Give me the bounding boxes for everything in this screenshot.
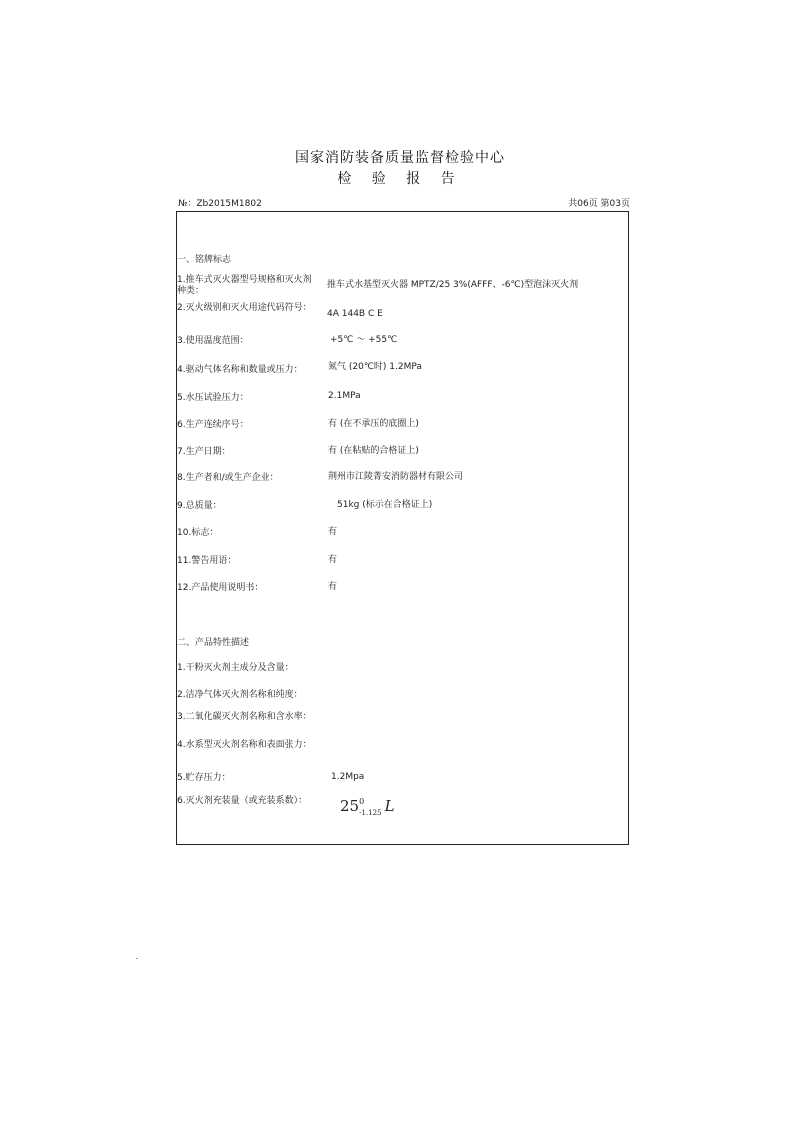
report-number: №：Zb2015M1802 (178, 199, 262, 209)
row-label: 10.标志： (177, 528, 219, 538)
report-title: 检 验 报 告 (337, 171, 463, 187)
row-label: 1.干粉灭火剂主成分及含量： (177, 663, 294, 673)
fill-amount-lower-tolerance: -1.125 (359, 809, 382, 817)
row-label: 5.贮存压力： (177, 773, 231, 783)
row-label: 2.灭火级别和灭火用途代码符号： (177, 303, 312, 313)
row-label: 5.水压试验压力： (177, 393, 249, 403)
row-label: 4.水系型灭火剂名称和表面张力： (177, 740, 312, 750)
fill-amount-base: 25 (340, 797, 360, 815)
row-label: 3.使用温度范围： (177, 336, 249, 346)
section-nameplate-title: 一、铭牌标志 (177, 255, 232, 265)
org-title: 国家消防装备质量监督检验中心 (295, 150, 505, 166)
page-info: 共06页 第03页 (568, 199, 630, 209)
fill-amount-upper-tolerance: 0 (359, 797, 365, 806)
row-value: 有 (328, 555, 338, 565)
row-label: 8.生产者和/或生产企业： (177, 473, 279, 483)
fill-amount-unit: L (384, 797, 395, 815)
row-value: 推车式水基型灭火器 MPTZ/25 3%(AFFF、-6℃)型泡沫灭火剂 (327, 280, 579, 290)
row-label: 12.产品使用说明书： (177, 583, 264, 593)
row-value: 有 (在不承压的底圈上) (328, 419, 419, 429)
row-label: 11.警告用语： (177, 556, 237, 566)
row-value: 荆州市江陵菁安消防器材有限公司 (328, 472, 464, 482)
row-label: 9.总质量： (177, 501, 222, 511)
row-label: 2.洁净气体灭火剂名称和纯度： (177, 690, 303, 700)
row-value: 4A 144B C E (327, 309, 383, 319)
row-value: +5℃ ～ +55℃ (330, 335, 398, 345)
row-label: 1.推车式灭火器型号规格和灭火剂种类： (177, 275, 312, 296)
row-value: 有 (328, 582, 338, 592)
row-value: 有 (328, 527, 338, 537)
row-label: 3.二氧化碳灭火剂名称和含水率： (177, 712, 312, 722)
row-value: 51kg (标示在合格证上) (337, 500, 433, 510)
scan-speck (136, 958, 138, 959)
row-value: 氮气 (20℃时) 1.2MPa (328, 362, 422, 372)
section-characteristics-title: 二、产品特性描述 (177, 638, 250, 648)
row-label: 6.灭火剂充装量（或充装系数）： (177, 796, 308, 806)
row-label: 4.驱动气体名称和数量或压力： (177, 365, 303, 375)
row-value: 2.1MPa (328, 391, 361, 401)
fill-amount-formula (340, 797, 395, 815)
row-value: 1.2Mpa (331, 772, 365, 782)
row-label: 6.生产连续序号： (177, 420, 249, 430)
row-label: 7.生产日期： (177, 447, 231, 457)
row-value: 有 (在粘贴的合格证上) (328, 446, 419, 456)
